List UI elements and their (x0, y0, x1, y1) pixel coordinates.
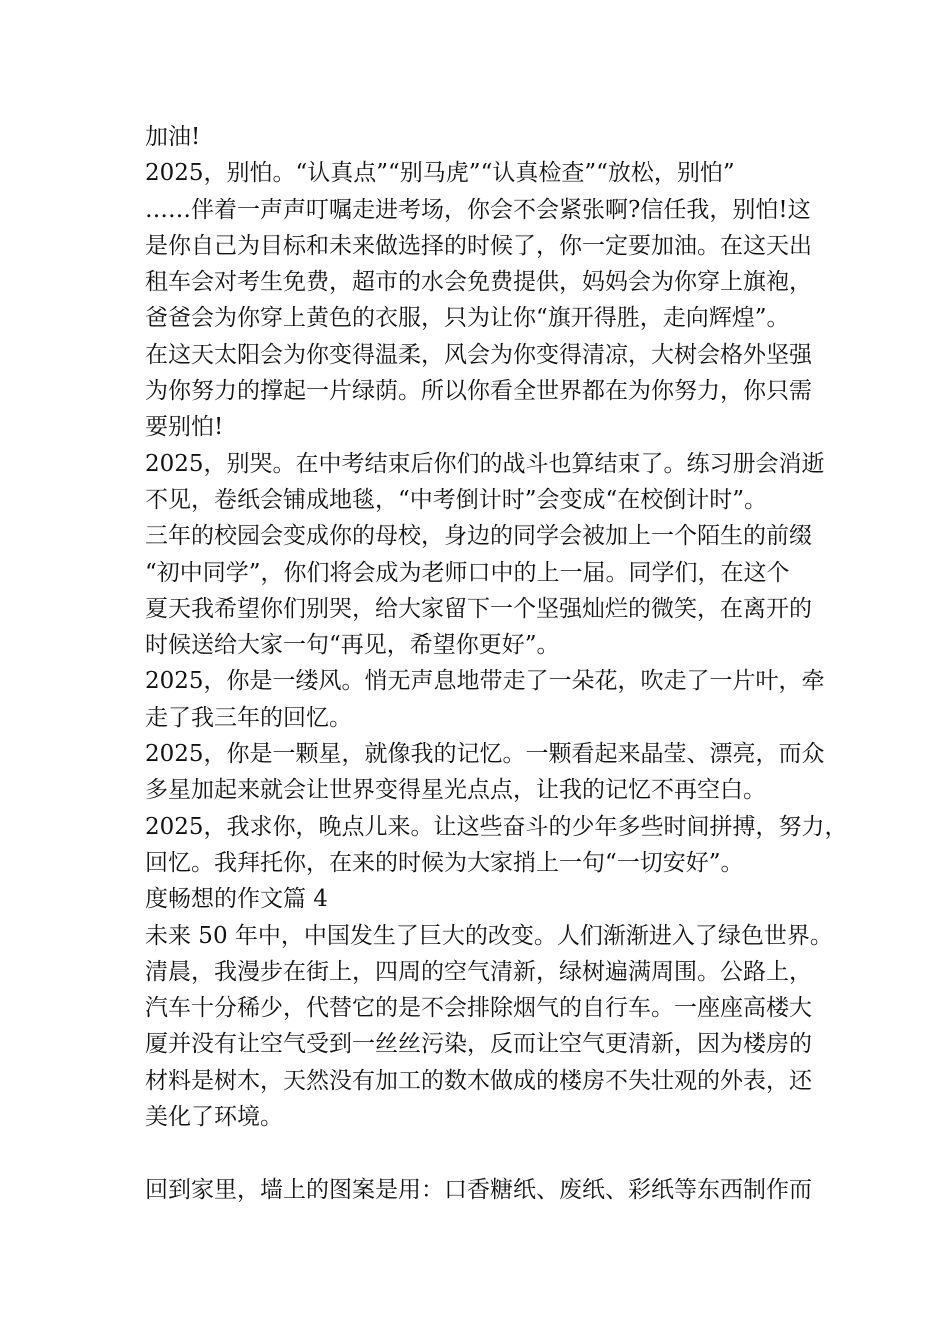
text-line: 清晨，我漫步在街上，四周的空气清新，绿树遍满周围。公路上， (145, 958, 812, 985)
text-line: 走了我三年的回忆。 (145, 704, 352, 731)
text-line: 未来 50 年中，中国发生了巨大的改变。人们渐渐进入了绿色世界。 (145, 922, 833, 949)
text-line: ……伴着一声声叮嘱走进考场，你会不会紧张啊?信任我，别怕!这 (145, 196, 811, 223)
text-line: “初中同学”，你们将会成为老师口中的上一届。同学们，在这个 (145, 559, 790, 586)
text-line: 夏天我希望你们别哭，给大家留下一个坚强灿烂的微笑，在离开的 (145, 595, 812, 622)
text-line: 2025，你是一颗星，就像我的记忆。一颗看起来晶莹、漂亮，而众 (145, 741, 825, 768)
text-line: 回到家里，墙上的图案是用：口香糖纸、废纸、彩纸等东西制作而 (145, 1176, 812, 1203)
text-line: 2025，我求你，晚点儿来。让这些奋斗的少年多些时间拼搏，努力， (145, 813, 848, 840)
text-line: 2025，你是一缕风。悄无声息地带走了一朵花，吹走了一片叶，牵 (145, 668, 825, 695)
text-line: 在这天太阳会为你变得温柔，风会为你变得清凉，大树会格外坚强 (145, 341, 812, 368)
text-line: 2025，别哭。在中考结束后你们的战斗也算结束了。练习册会消逝 (145, 450, 825, 477)
text-line: 汽车十分稀少，代替它的是不会排除烟气的自行车。一座座高楼大 (145, 995, 812, 1022)
text-line: 租车会对考生免费，超市的水会免费提供，妈妈会为你穿上旗袍， (145, 269, 812, 296)
text-line: 为你努力的撑起一片绿荫。所以你看全世界都在为你努力，你只需 (145, 378, 812, 405)
document-body (145, 119, 848, 1208)
text-line: 回忆。我拜托你，在来的时候为大家捎上一句“一切安好”。 (145, 849, 744, 876)
text-line: 加油! (145, 124, 201, 150)
text-line: 时候送给大家一句“再见，希望你更好”。 (145, 632, 560, 659)
text-line: 要别怕! (145, 414, 224, 441)
text-line: 是你自己为目标和未来做选择的时候了，你一定要加油。在这天出 (145, 232, 812, 259)
text-line: 厦并没有让空气受到一丝丝污染，反而让空气更清新，因为楼房的 (145, 1031, 812, 1058)
text-line: 爸爸会为你穿上黄色的衣服，只为让你“旗开得胜，走向辉煌”。 (145, 305, 790, 332)
text-line: 材料是树木，天然没有加工的数木做成的楼房不失壮观的外表，还 (145, 1067, 812, 1094)
text-line: 2025，别怕。“认真点”“别马虎”“认真检查”“放松，别怕” (145, 160, 735, 187)
text-line: 三年的校园会变成你的母校，身边的同学会被加上一个陌生的前缀 (145, 523, 812, 550)
blank-line (145, 1135, 825, 1171)
text-line: 美化了环境。 (145, 1104, 283, 1131)
text-line: 不见，卷纸会铺成地毯，“中考倒计时”会变成“在校倒计时”。 (145, 486, 768, 513)
section-heading: 度畅想的作文篇 4 (145, 886, 328, 913)
text-line: 多星加起来就会让世界变得星光点点，让我的记忆不再空白。 (145, 777, 766, 804)
